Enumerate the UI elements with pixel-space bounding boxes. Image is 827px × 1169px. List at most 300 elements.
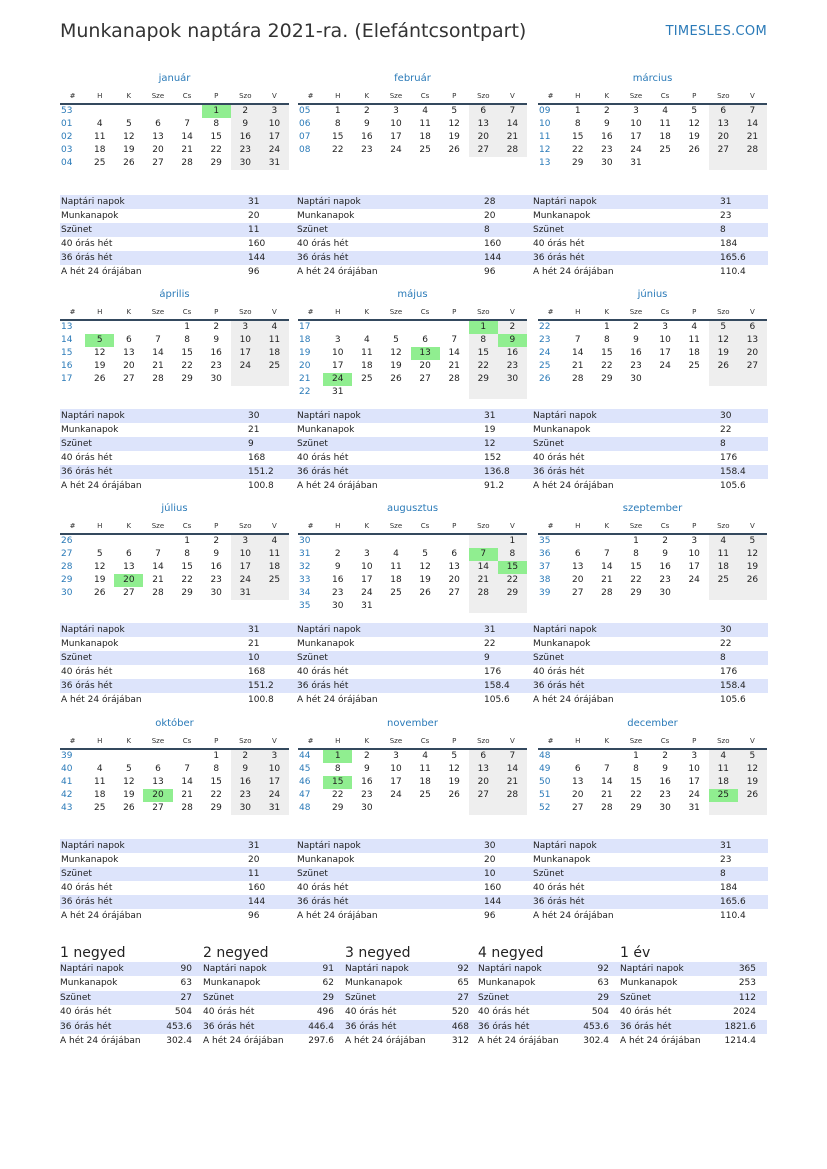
day-cell: 20 <box>469 131 498 144</box>
stat-value: 176 <box>484 667 502 677</box>
weekday-header: Szo <box>709 519 738 534</box>
stat-value: 100.8 <box>248 481 274 491</box>
day-cell: 1 <box>323 749 352 763</box>
day-cell: 10 <box>361 562 373 572</box>
day-cell: 30 <box>601 158 613 168</box>
stat-value: 160 <box>248 883 266 893</box>
weekday-header: K <box>592 734 621 749</box>
weekday-header: K <box>352 734 381 749</box>
week-number: 12 <box>539 145 551 155</box>
day-cell: 8 <box>184 549 190 559</box>
day-cell <box>114 104 143 118</box>
month-calendar <box>298 288 527 399</box>
weekday-header: Cs <box>173 305 202 320</box>
day-cell: 7 <box>155 549 161 559</box>
summary-value: 2024 <box>733 1007 756 1018</box>
day-cell: 11 <box>709 548 738 561</box>
summary-title: 3 negyed <box>345 945 411 961</box>
stat-label: A hét 24 órájában <box>297 911 378 921</box>
day-cell: 22 <box>630 575 642 585</box>
week-number: 38 <box>539 575 551 585</box>
stat-label: Naptári napok <box>297 841 361 851</box>
day-cell: 23 <box>231 144 260 157</box>
day-cell: 22 <box>181 361 193 371</box>
summary-row <box>620 1005 758 1019</box>
weekday-header: H <box>323 305 352 320</box>
day-cell: 30 <box>630 374 642 384</box>
stat-row <box>60 465 296 479</box>
month-stats <box>60 409 296 493</box>
day-cell: 7 <box>155 335 161 345</box>
summary-row <box>345 1034 471 1048</box>
day-cell: 25 <box>419 145 431 155</box>
weekday-header: V <box>738 305 767 320</box>
month-grid <box>60 734 289 815</box>
day-cell: 19 <box>123 145 135 155</box>
day-cell: 23 <box>210 575 222 585</box>
stat-row <box>60 867 296 881</box>
day-cell: 26 <box>738 789 767 802</box>
day-cell <box>738 373 767 386</box>
stat-row <box>532 853 768 867</box>
summary-value: 1821.6 <box>724 1021 756 1032</box>
week-number: 28 <box>61 562 73 572</box>
day-cell: 21 <box>498 776 527 789</box>
day-cell <box>651 157 680 170</box>
day-cell: 2 <box>231 749 260 763</box>
day-cell: 24 <box>260 144 289 157</box>
day-cell: 24 <box>688 790 700 800</box>
day-cell: 15 <box>630 777 642 787</box>
stat-row <box>532 895 768 909</box>
week-number: 18 <box>299 335 311 345</box>
weekday-header: V <box>260 89 289 104</box>
summary-label: Munkanapok <box>345 978 403 989</box>
month-stats <box>296 839 532 923</box>
day-cell <box>469 386 498 399</box>
stat-label: 36 órás hét <box>297 467 349 477</box>
stat-label: Munkanapok <box>61 855 119 865</box>
weekday-header: H <box>563 734 592 749</box>
stat-label: 40 órás hét <box>61 883 113 893</box>
day-cell: 23 <box>498 360 527 373</box>
day-cell <box>563 749 592 763</box>
summary-value: 446.4 <box>308 1021 334 1032</box>
summary-value: 302.4 <box>166 1035 192 1046</box>
day-cell: 10 <box>390 119 402 129</box>
day-cell: 6 <box>155 119 161 129</box>
stat-value: 30 <box>484 841 496 851</box>
stat-value: 91.2 <box>484 481 505 491</box>
day-cell: 31 <box>260 802 289 815</box>
week-number: 52 <box>539 803 551 813</box>
weekday-header: V <box>738 734 767 749</box>
day-cell: 14 <box>152 348 164 358</box>
summary-label: 40 órás hét <box>620 1007 672 1018</box>
stat-value: 144 <box>484 253 502 263</box>
summary-row <box>203 991 336 1005</box>
stat-value: 31 <box>720 197 732 207</box>
stat-row <box>532 665 768 679</box>
summary-label: Naptári napok <box>478 964 542 974</box>
month-calendar <box>298 502 527 613</box>
stat-value: 30 <box>248 411 260 421</box>
summary-row <box>345 1020 471 1034</box>
summary-label: Szünet <box>478 992 509 1003</box>
weekday-header: Szo <box>469 519 498 534</box>
day-cell: 17 <box>231 561 260 574</box>
stat-label: A hét 24 órájában <box>533 481 614 491</box>
stat-row <box>296 465 532 479</box>
day-cell: 20 <box>572 575 584 585</box>
stat-row <box>532 637 768 651</box>
day-cell: 13 <box>123 562 135 572</box>
weekday-header: Sze <box>621 734 650 749</box>
day-cell: 7 <box>184 119 190 129</box>
day-cell: 3 <box>334 335 341 345</box>
day-cell: 14 <box>601 777 613 787</box>
weekday-header: # <box>298 305 323 320</box>
stat-value: 20 <box>248 211 260 221</box>
stat-row <box>296 623 532 637</box>
day-cell: 10 <box>630 119 642 129</box>
stat-value: 19 <box>484 425 496 435</box>
day-cell: 1 <box>184 322 190 332</box>
day-cell: 16 <box>361 777 373 787</box>
stat-row <box>532 881 768 895</box>
stat-label: 36 órás hét <box>61 253 113 263</box>
brand-link[interactable]: TIMESLES.COM <box>665 24 767 39</box>
weekday-header: Sze <box>621 519 650 534</box>
stat-label: 40 órás hét <box>533 239 585 249</box>
stat-value: 22 <box>484 639 496 649</box>
day-cell: 6 <box>738 320 767 334</box>
day-cell: 14 <box>498 118 527 131</box>
day-cell: 7 <box>469 548 498 561</box>
day-cell: 10 <box>332 348 344 358</box>
month-name: július <box>161 503 188 514</box>
stat-row <box>296 909 532 923</box>
weekday-header: V <box>498 734 527 749</box>
week-number: 11 <box>539 132 551 142</box>
week-number: 26 <box>539 374 551 384</box>
stat-label: Szünet <box>61 225 92 235</box>
month-calendar <box>538 288 767 386</box>
week-number: 50 <box>539 777 551 787</box>
day-cell: 29 <box>630 588 642 598</box>
stat-value: 31 <box>484 411 496 421</box>
summary-block <box>345 944 471 1048</box>
stat-row <box>532 651 768 665</box>
stat-row <box>296 251 532 265</box>
day-cell: 5 <box>85 334 114 347</box>
month-name: május <box>397 289 428 300</box>
day-cell: 3 <box>662 322 668 332</box>
day-cell: 8 <box>213 764 220 774</box>
day-cell: 27 <box>152 803 164 813</box>
day-cell: 1 <box>184 536 190 546</box>
day-cell: 2 <box>363 751 370 761</box>
day-cell: 18 <box>94 145 106 155</box>
stat-value: 110.4 <box>720 911 746 921</box>
stat-row <box>60 409 296 423</box>
day-cell: 15 <box>181 348 193 358</box>
day-cell: 4 <box>260 534 289 548</box>
day-cell: 21 <box>152 361 164 371</box>
day-cell: 26 <box>688 145 700 155</box>
day-cell: 22 <box>572 145 584 155</box>
stat-label: Naptári napok <box>533 411 597 421</box>
day-cell: 15 <box>572 132 584 142</box>
summary-value: 302.4 <box>583 1035 609 1046</box>
day-cell: 9 <box>231 118 260 131</box>
day-cell: 23 <box>231 789 260 802</box>
day-cell: 18 <box>659 132 671 142</box>
stat-value: 144 <box>484 897 502 907</box>
day-cell <box>680 587 709 600</box>
day-cell: 28 <box>181 158 193 168</box>
day-cell <box>563 320 592 334</box>
day-cell: 12 <box>738 763 767 776</box>
day-cell <box>680 373 709 386</box>
day-cell: 20 <box>143 789 172 802</box>
day-cell <box>592 534 621 548</box>
weekday-header: P <box>202 519 231 534</box>
stat-label: 36 órás hét <box>297 253 349 263</box>
day-cell: 22 <box>210 790 222 800</box>
week-number: 21 <box>299 374 311 384</box>
stat-row <box>532 479 768 493</box>
week-number: 31 <box>299 549 311 559</box>
weekday-header: Sze <box>381 519 410 534</box>
day-cell <box>563 534 592 548</box>
stat-value: 20 <box>248 855 260 865</box>
day-cell: 3 <box>231 320 260 334</box>
week-number: 36 <box>539 549 551 559</box>
stat-value: 184 <box>720 883 738 893</box>
day-cell: 24 <box>231 574 260 587</box>
day-cell: 3 <box>691 536 698 546</box>
day-cell: 5 <box>125 119 132 129</box>
day-cell: 23 <box>659 790 671 800</box>
weekday-header: Cs <box>651 89 680 104</box>
day-cell: 23 <box>601 145 613 155</box>
weekday-header: H <box>563 519 592 534</box>
day-cell: 2 <box>363 106 370 116</box>
stat-label: Naptári napok <box>533 841 597 851</box>
stat-row <box>60 451 296 465</box>
day-cell: 9 <box>231 763 260 776</box>
week-number: 08 <box>299 145 311 155</box>
stat-value: 20 <box>484 855 496 865</box>
day-cell: 25 <box>260 360 289 373</box>
day-cell: 19 <box>390 361 402 371</box>
stat-value: 31 <box>248 625 260 635</box>
summary-value: 63 <box>180 978 192 989</box>
day-cell: 29 <box>572 158 584 168</box>
day-cell: 8 <box>184 335 190 345</box>
day-cell: 9 <box>662 549 668 559</box>
month-grid <box>298 305 527 399</box>
day-cell <box>381 600 410 613</box>
day-cell <box>411 600 440 613</box>
stat-row <box>296 895 532 909</box>
stat-row <box>532 679 768 693</box>
stat-value: 10 <box>484 869 496 879</box>
weekday-header: # <box>298 89 323 104</box>
day-cell: 4 <box>662 106 668 116</box>
week-number: 51 <box>539 790 551 800</box>
day-cell <box>411 320 440 334</box>
summary-label: 40 órás hét <box>478 1007 530 1018</box>
day-cell: 14 <box>181 777 193 787</box>
stat-label: 40 órás hét <box>533 883 585 893</box>
week-number: 47 <box>299 790 311 800</box>
weekday-header: Cs <box>173 734 202 749</box>
day-cell: 14 <box>448 348 460 358</box>
day-cell <box>260 587 289 600</box>
day-cell: 16 <box>231 776 260 789</box>
weekday-header: Cs <box>411 734 440 749</box>
day-cell: 20 <box>123 361 135 371</box>
summary-label: Naptári napok <box>345 964 409 974</box>
day-cell: 12 <box>448 119 460 129</box>
day-cell <box>469 600 498 613</box>
summary-label: A hét 24 órájában <box>478 1035 559 1046</box>
stat-label: 40 órás hét <box>297 453 349 463</box>
day-cell: 4 <box>363 335 370 345</box>
stat-row <box>60 665 296 679</box>
day-cell: 23 <box>210 361 222 371</box>
stat-label: 40 órás hét <box>297 883 349 893</box>
stat-value: 144 <box>248 253 266 263</box>
week-number: 26 <box>61 536 73 546</box>
stat-label: 36 órás hét <box>533 681 585 691</box>
stat-label: A hét 24 órájában <box>297 267 378 277</box>
day-cell: 6 <box>709 104 738 118</box>
day-cell: 23 <box>630 361 642 371</box>
stat-label: 36 órás hét <box>533 897 585 907</box>
day-cell <box>114 534 143 548</box>
day-cell: 13 <box>572 562 584 572</box>
day-cell: 2 <box>498 320 527 334</box>
day-cell: 19 <box>419 575 431 585</box>
stat-label: Szünet <box>533 225 564 235</box>
stat-label: Munkanapok <box>297 639 355 649</box>
week-number: 44 <box>299 751 311 761</box>
day-cell: 19 <box>94 361 106 371</box>
day-cell: 30 <box>332 601 344 611</box>
stat-row <box>60 693 296 707</box>
day-cell <box>709 157 738 170</box>
day-cell <box>498 802 527 815</box>
month-calendar <box>298 72 527 157</box>
day-cell: 9 <box>363 764 370 774</box>
day-cell: 9 <box>662 764 668 774</box>
stat-label: A hét 24 órájában <box>61 267 142 277</box>
weekday-header: H <box>323 734 352 749</box>
stat-label: Szünet <box>297 439 328 449</box>
weekday-header: P <box>202 89 231 104</box>
month-stats <box>60 195 296 279</box>
week-number: 13 <box>539 158 551 168</box>
day-cell <box>260 373 289 386</box>
stat-label: Munkanapok <box>61 211 119 221</box>
day-cell: 19 <box>448 777 460 787</box>
stat-label: Naptári napok <box>533 625 597 635</box>
day-cell: 26 <box>709 360 738 373</box>
day-cell: 17 <box>688 562 700 572</box>
day-cell: 13 <box>411 347 440 360</box>
day-cell: 30 <box>659 588 671 598</box>
summary-value: 91 <box>322 964 334 974</box>
stat-row <box>296 237 532 251</box>
day-cell: 11 <box>659 119 671 129</box>
summary-row <box>60 976 194 990</box>
day-cell: 20 <box>738 347 767 360</box>
stat-label: 40 órás hét <box>61 239 113 249</box>
week-number: 23 <box>539 335 551 345</box>
week-number: 43 <box>61 803 73 813</box>
stat-row <box>532 437 768 451</box>
stat-value: 96 <box>484 911 496 921</box>
summary-row <box>60 1020 194 1034</box>
stat-value: 110.4 <box>720 267 746 277</box>
day-cell: 17 <box>332 361 344 371</box>
week-number: 22 <box>299 387 311 397</box>
day-cell: 29 <box>498 587 527 600</box>
week-number: 17 <box>299 322 311 332</box>
weekday-header: H <box>85 89 114 104</box>
month-grid <box>60 89 289 170</box>
day-cell: 15 <box>181 562 193 572</box>
day-cell: 9 <box>363 119 370 129</box>
day-cell: 27 <box>123 588 135 598</box>
day-cell: 4 <box>691 322 698 332</box>
stat-label: Naptári napok <box>297 625 361 635</box>
stat-row <box>60 909 296 923</box>
stat-value: 151.2 <box>248 681 274 691</box>
summary-value: 29 <box>322 992 334 1003</box>
day-cell: 11 <box>260 548 289 561</box>
day-cell: 17 <box>260 776 289 789</box>
day-cell <box>114 749 143 763</box>
day-cell: 2 <box>334 549 341 559</box>
stat-value: 28 <box>484 197 496 207</box>
stat-value: 20 <box>484 211 496 221</box>
day-cell: 2 <box>662 536 668 546</box>
week-number: 29 <box>61 575 73 585</box>
weekday-header: Cs <box>173 519 202 534</box>
weekday-header: P <box>440 89 469 104</box>
stat-value: 176 <box>720 453 738 463</box>
day-cell: 25 <box>361 374 373 384</box>
day-cell: 20 <box>709 131 738 144</box>
day-cell <box>440 600 469 613</box>
day-cell <box>352 386 381 399</box>
day-cell: 3 <box>633 106 639 116</box>
day-cell <box>411 534 440 548</box>
stat-label: Szünet <box>61 653 92 663</box>
day-cell: 9 <box>213 549 220 559</box>
day-cell: 6 <box>125 549 132 559</box>
summary-title: 1 negyed <box>60 945 126 961</box>
week-number: 46 <box>299 777 311 787</box>
summary-label: 36 órás hét <box>203 1021 255 1032</box>
stat-label: Szünet <box>61 439 92 449</box>
day-cell: 4 <box>96 119 103 129</box>
month-stats <box>532 839 768 923</box>
